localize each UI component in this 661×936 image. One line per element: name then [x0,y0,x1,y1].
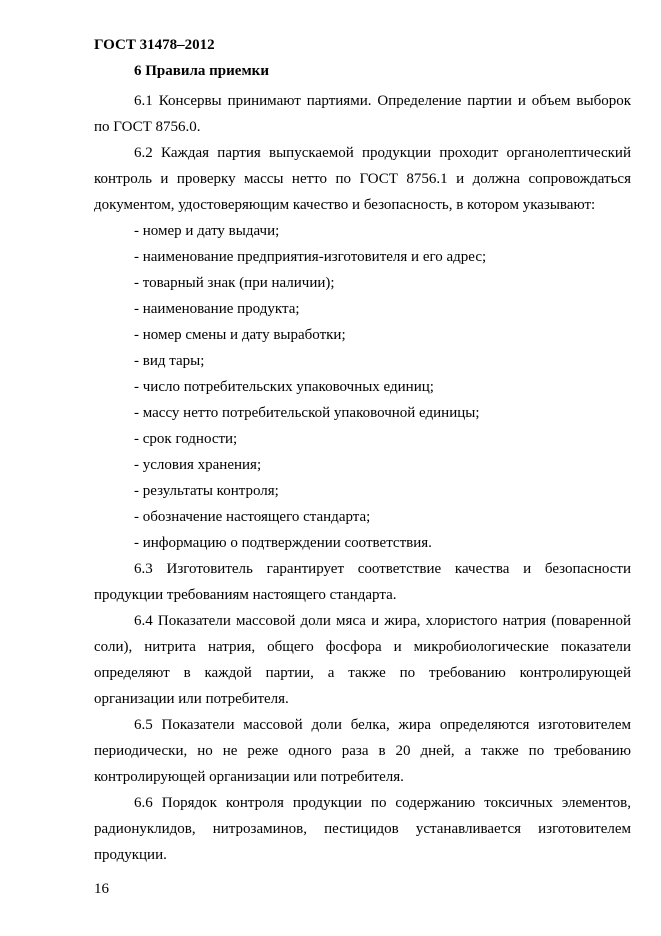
section-title: 6 Правила приемки [134,63,269,79]
list-item: - наименование продукта; [134,301,300,317]
paragraph-6-1: 6.1 Консервы принимают партиями. Определение партии и объем выборок по ГОСТ 8756.0. [94,93,631,135]
paragraph-6-5: 6.5 Показатели массовой доли белка, жира определяются изготовителем периодически, но не реже одного раза в 20 дней, а также по требованию контролирующей организации или потребителя. [94,717,631,785]
paragraph-6-3: 6.3 Изготовитель гарантирует соответствие качества и безопасности продукции требованиям настоящего стандарта. [94,561,631,603]
list-item: - номер и дату выдачи; [134,223,280,239]
list-item: - массу нетто потребительской упаковочной единицы; [134,405,480,421]
list-item: - вид тары; [134,353,205,369]
list-item: - условия хранения; [134,457,262,473]
list-item: - товарный знак (при наличии); [134,275,335,291]
paragraph-6-2: 6.2 Каждая партия выпускаемой продукции проходит органолептический контроль и проверку массы нетто по ГОСТ 8756.1 и должна сопровождаться документом, удостоверяющим качество и безопасность, в котором указывают: [94,145,631,213]
document-requirements-list [94,218,631,556]
list-item: - результаты контроля; [134,483,279,499]
list-item: - срок годности; [134,431,238,447]
list-item: - информацию о подтверждении соответствия. [134,535,432,551]
list-item: - обозначение настоящего стандарта; [134,509,371,525]
paragraph-6-4: 6.4 Показатели массовой доли мяса и жира, хлористого натрия (поваренной соли), нитрита натрия, общего фосфора и микробиологические показатели определяют в каждой партии, а также по требованию контролирующей организации или потребителя. [94,613,631,707]
paragraph-6-6: 6.6 Порядок контроля продукции по содержанию токсичных элементов, радионуклидов, нитрозаминов, пестицидов устанавливается изготовителем продукции. [94,795,631,863]
list-item: - число потребительских упаковочных единиц; [134,379,434,395]
list-item: - наименование предприятия-изготовителя и его адрес; [134,249,487,265]
list-item: - номер смены и дату выработки; [134,327,346,343]
section-body [94,88,631,868]
page-number: 16 [94,881,109,897]
standard-header: ГОСТ 31478–2012 [94,37,215,53]
